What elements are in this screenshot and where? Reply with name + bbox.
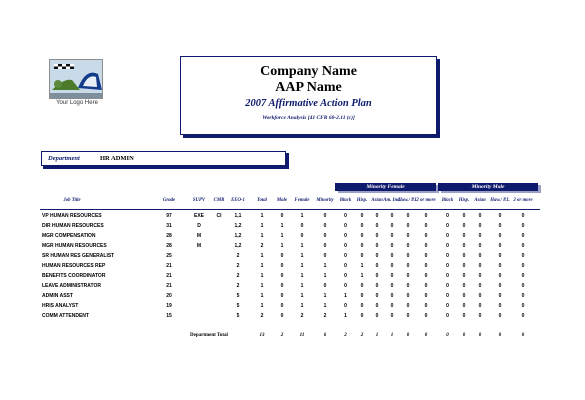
table-cell: 0 (375, 253, 379, 259)
table-cell: 0 (280, 213, 284, 219)
table-cell: 2 (260, 243, 264, 249)
table-cell: 0 (424, 293, 428, 299)
table-cell: 0 (521, 273, 525, 279)
total-cell: 11 (299, 333, 305, 338)
table-cell: 1 (260, 233, 264, 239)
table-cell: 1 (323, 273, 327, 279)
column-header: CMR (213, 198, 225, 203)
table-cell: 0 (446, 233, 449, 239)
table-cell: 0 (406, 213, 410, 219)
department-total-label: Department Total (190, 333, 228, 338)
table-cell: 0 (344, 243, 347, 249)
table-cell: 0 (498, 243, 502, 249)
table-cell: 0 (406, 293, 410, 299)
table-cell: 1 (344, 293, 347, 299)
table-cell: 0 (375, 263, 379, 269)
table-cell: 0 (462, 263, 466, 269)
column-header: Am. Ind. (383, 198, 401, 203)
table-cell: 0 (478, 233, 482, 239)
table-cell: 0 (498, 293, 502, 299)
table-cell: 31 (166, 223, 172, 229)
column-header: Total (257, 198, 267, 203)
table-cell: 0 (498, 273, 502, 279)
table-cell: 0 (462, 293, 466, 299)
table-cell: 0 (498, 303, 502, 309)
table-cell: 1,1 (234, 213, 242, 219)
table-cell: 0 (446, 263, 449, 269)
column-header: EEO-1 (231, 198, 245, 203)
table-cell: 0 (406, 243, 410, 249)
table-cell: 0 (478, 253, 482, 259)
table-cell: 5 (236, 293, 240, 299)
department-value: HR ADMIN (100, 155, 134, 162)
table-cell: 0 (446, 253, 449, 259)
table-cell: 0 (344, 303, 347, 309)
column-header: Male (276, 198, 288, 203)
table-cell: 0 (478, 313, 482, 319)
company-name: Company Name (260, 64, 357, 79)
total-cell: 1 (375, 333, 379, 338)
table-cell: 0 (280, 313, 284, 319)
table-cell: 1 (260, 303, 264, 309)
table-cell: 0 (280, 283, 284, 289)
table-cell: 2 (323, 313, 327, 319)
table-cell: 0 (360, 293, 364, 299)
table-cell: 0 (406, 223, 410, 229)
table-cell: 0 (344, 223, 347, 229)
table-cell: 0 (424, 273, 428, 279)
table-cell: 5 (236, 313, 240, 319)
table-cell: 0 (446, 283, 449, 289)
table-cell: 0 (390, 253, 394, 259)
table-cell: M (196, 233, 202, 239)
total-cell: 0 (478, 333, 482, 338)
table-cell: 0 (478, 223, 482, 229)
table-cell: 1 (300, 283, 304, 289)
column-header: Asian (371, 198, 383, 203)
table-cell: 0 (390, 303, 394, 309)
table-cell: 0 (390, 293, 394, 299)
table-cell: 1 (300, 243, 304, 249)
table-cell: 0 (375, 243, 379, 249)
table-cell: 1 (260, 293, 264, 299)
table-cell: 2 (236, 283, 240, 289)
table-cell: 0 (478, 293, 482, 299)
table-cell: 0 (521, 233, 525, 239)
logo-placeholder-icon (49, 59, 103, 99)
column-header: Haw./ P.I. (490, 198, 510, 203)
table-cell: 19 (166, 303, 172, 309)
table-cell: 0 (344, 263, 347, 269)
table-cell: 0 (424, 243, 428, 249)
job-title-cell: COMM ATTENDENT (42, 313, 89, 319)
table-cell: 0 (521, 253, 525, 259)
table-cell: 0 (375, 273, 379, 279)
table-cell: D (197, 223, 201, 229)
table-cell: 21 (166, 273, 172, 279)
column-header: Black (441, 198, 454, 203)
job-title-cell: MGR COMPENSATION (42, 233, 96, 239)
job-title-cell: HRIS ANALYST (42, 303, 79, 309)
table-cell: 0 (521, 293, 525, 299)
table-cell: 0 (406, 233, 410, 239)
table-cell: 1 (360, 263, 364, 269)
table-cell: 0 (406, 313, 410, 319)
table-cell: 5 (236, 303, 240, 309)
table-cell: 0 (498, 223, 502, 229)
column-header: 2 or more (513, 198, 533, 203)
table-cell: 1 (300, 273, 304, 279)
table-cell: 1 (323, 303, 327, 309)
table-cell: 0 (478, 213, 482, 219)
table-cell: 0 (323, 243, 327, 249)
table-cell: 0 (375, 283, 379, 289)
logo-caption: Your Logo Here (56, 100, 98, 106)
table-cell: 0 (462, 313, 466, 319)
table-cell: 0 (375, 213, 379, 219)
table-cell: 0 (344, 283, 347, 289)
table-cell: 28 (166, 233, 172, 239)
aap-name: AAP Name (275, 80, 342, 95)
table-cell: 28 (166, 243, 172, 249)
table-cell: 0 (406, 253, 410, 259)
table-cell: 0 (446, 223, 449, 229)
table-cell: 0 (390, 263, 394, 269)
table-cell: 0 (360, 253, 364, 259)
column-header: Job Title (63, 198, 81, 203)
column-header: 2 or more (416, 198, 436, 203)
table-cell: 0 (344, 213, 347, 219)
table-cell: 0 (360, 243, 364, 249)
table-cell: 1 (300, 253, 304, 259)
total-cell: 0 (498, 333, 502, 338)
total-cell: 1 (390, 333, 394, 338)
column-header: Hisp. (458, 198, 470, 203)
table-cell: 1 (260, 273, 264, 279)
table-cell: 1 (300, 293, 304, 299)
table-cell: 1,2 (234, 233, 242, 239)
table-cell: 0 (462, 233, 466, 239)
table-cell: 1,2 (234, 243, 242, 249)
table-cell: 0 (498, 283, 502, 289)
department-box (41, 151, 286, 166)
column-header: Hisp. (356, 198, 368, 203)
total-cell: 0 (406, 333, 410, 338)
total-cell: 13 (259, 333, 265, 338)
table-cell: 0 (390, 233, 394, 239)
table-cell: 0 (478, 273, 482, 279)
table-cell: 0 (498, 253, 502, 259)
job-title-cell: SR HUMAN RES GENERALIST (42, 253, 115, 259)
table-cell: 0 (462, 283, 466, 289)
table-cell: 0 (424, 223, 428, 229)
table-cell: 1 (260, 263, 264, 269)
column-header: Asian (474, 198, 486, 203)
workforce-analysis-subtitle: Workforce Analysis [41 CFR 60-2.11 (c)] (262, 115, 355, 121)
table-cell: 1 (280, 223, 284, 229)
table-cell: 20 (166, 293, 172, 299)
column-header: Black (339, 198, 352, 203)
table-cell: 0 (280, 253, 284, 259)
table-cell: 0 (300, 223, 304, 229)
table-cell: 0 (375, 303, 379, 309)
title-box (180, 56, 437, 135)
total-cell: 2 (360, 333, 364, 338)
table-cell: 0 (390, 313, 394, 319)
table-cell: 0 (360, 313, 364, 319)
table-cell: 0 (462, 253, 466, 259)
job-title-cell: DIR HUMAN RESOURCES (42, 223, 104, 229)
table-cell: 97 (166, 213, 172, 219)
table-cell: 0 (360, 233, 364, 239)
table-cell: EXE (193, 213, 204, 219)
table-cell: 0 (446, 303, 449, 309)
table-cell: 0 (406, 263, 410, 269)
table-cell: 2 (260, 313, 264, 319)
table-cell: 0 (360, 303, 364, 309)
total-cell: 6 (323, 333, 327, 338)
table-cell: 0 (390, 243, 394, 249)
table-cell: 0 (390, 223, 394, 229)
total-cell: 2 (344, 333, 347, 338)
table-cell: 0 (390, 273, 394, 279)
table-cell: 0 (406, 303, 410, 309)
table-cell: 0 (424, 253, 428, 259)
table-cell: 15 (166, 313, 172, 319)
table-cell: 2 (300, 313, 304, 319)
table-cell: 0 (462, 213, 466, 219)
table-cell: 0 (406, 283, 410, 289)
table-cell: 0 (280, 293, 284, 299)
table-cell: 0 (462, 243, 466, 249)
table-cell: 25 (166, 253, 172, 259)
table-cell: 0 (300, 233, 304, 239)
column-header: Female (294, 198, 310, 203)
table-cell: 0 (323, 213, 327, 219)
total-cell: 0 (462, 333, 466, 338)
table-cell: 0 (424, 303, 428, 309)
table-cell: 1 (280, 243, 284, 249)
table-cell: 1 (260, 213, 264, 219)
table-cell: 0 (478, 243, 482, 249)
table-cell: 0 (280, 263, 284, 269)
table-cell: 0 (521, 263, 525, 269)
table-cell: 0 (521, 213, 525, 219)
table-cell: 0 (375, 313, 379, 319)
table-cell: 0 (478, 263, 482, 269)
table-cell: 1 (300, 263, 304, 269)
total-cell: 2 (280, 333, 284, 338)
table-cell: 0 (344, 233, 347, 239)
total-cell: 0 (424, 333, 428, 338)
table-cell: 0 (446, 243, 449, 249)
table-cell: 0 (424, 233, 428, 239)
table-cell: 0 (390, 213, 394, 219)
table-cell: 0 (323, 253, 327, 259)
table-cell: 0 (360, 223, 364, 229)
table-cell: 0 (360, 283, 364, 289)
table-cell: 0 (446, 213, 449, 219)
department-label: Department (48, 155, 80, 162)
table-cell: 0 (360, 213, 364, 219)
table-cell: 1 (300, 303, 304, 309)
job-title-cell: MGR HUMAN RESOURCES (42, 243, 107, 249)
table-cell: 2 (236, 253, 240, 259)
table-cell: 0 (390, 283, 394, 289)
table-cell: 0 (498, 313, 502, 319)
table-cell: 21 (166, 263, 172, 269)
header-divider (40, 209, 540, 210)
table-cell: 1 (360, 273, 364, 279)
table-cell: 0 (446, 313, 449, 319)
table-cell: CI (216, 213, 222, 219)
table-cell: 0 (498, 233, 502, 239)
table-cell: 0 (462, 303, 466, 309)
table-cell: 0 (424, 283, 428, 289)
table-cell: 0 (280, 273, 284, 279)
table-cell: 0 (498, 263, 502, 269)
table-cell: 0 (498, 213, 502, 219)
total-cell: 0 (446, 333, 449, 338)
column-header: Grade (162, 198, 176, 203)
table-cell: 1,2 (234, 223, 242, 229)
column-header: SUPV (192, 198, 206, 203)
column-header: Minority (316, 198, 334, 203)
job-title-cell: ADMIN ASST (42, 293, 73, 299)
table-cell: 0 (323, 223, 327, 229)
column-header: Haw./ P.I. (398, 198, 418, 203)
table-cell: 0 (344, 273, 347, 279)
table-cell: 1 (344, 313, 347, 319)
table-cell: 21 (166, 283, 172, 289)
table-cell: 0 (462, 273, 466, 279)
plan-title: 2007 Affirmative Action Plan (245, 98, 372, 109)
table-cell: 1 (300, 213, 304, 219)
job-title-cell: HUMAN RESOURCES REP (42, 263, 106, 269)
table-cell: 0 (521, 243, 525, 249)
table-cell: 0 (323, 283, 327, 289)
table-cell: 0 (375, 223, 379, 229)
table-cell: 1 (323, 293, 327, 299)
table-cell: 0 (521, 283, 525, 289)
table-cell: 0 (446, 293, 449, 299)
minority-male-header: Minority Male (438, 183, 538, 191)
table-cell: 0 (323, 233, 327, 239)
table-cell: 0 (521, 313, 525, 319)
table-cell: 0 (478, 303, 482, 309)
table-cell: 1 (280, 233, 284, 239)
table-cell: 0 (375, 293, 379, 299)
table-cell: 0 (521, 303, 525, 309)
minority-female-header: Minority Female (335, 183, 436, 191)
job-title-cell: BENEFITS COORDINATOR (42, 273, 106, 279)
job-title-cell: LEAVE ADMINISTRATOR (42, 283, 101, 289)
table-cell: 1 (260, 253, 264, 259)
table-cell: 0 (521, 223, 525, 229)
table-cell: 0 (424, 313, 428, 319)
table-cell: 0 (424, 263, 428, 269)
table-cell: 0 (280, 303, 284, 309)
table-cell: 2 (236, 263, 240, 269)
table-cell: 0 (406, 273, 410, 279)
table-cell: 1 (260, 283, 264, 289)
table-cell: 0 (344, 253, 347, 259)
table-cell: 1 (323, 263, 327, 269)
table-cell: 0 (446, 273, 449, 279)
total-cell: 0 (521, 333, 525, 338)
job-title-cell: VP HUMAN RESOURCES (42, 213, 102, 219)
table-cell: M (196, 243, 202, 249)
table-cell: 0 (462, 223, 466, 229)
table-cell: 2 (236, 273, 240, 279)
table-cell: 0 (424, 213, 428, 219)
table-cell: 0 (478, 283, 482, 289)
table-cell: 1 (260, 223, 264, 229)
table-cell: 0 (375, 233, 379, 239)
